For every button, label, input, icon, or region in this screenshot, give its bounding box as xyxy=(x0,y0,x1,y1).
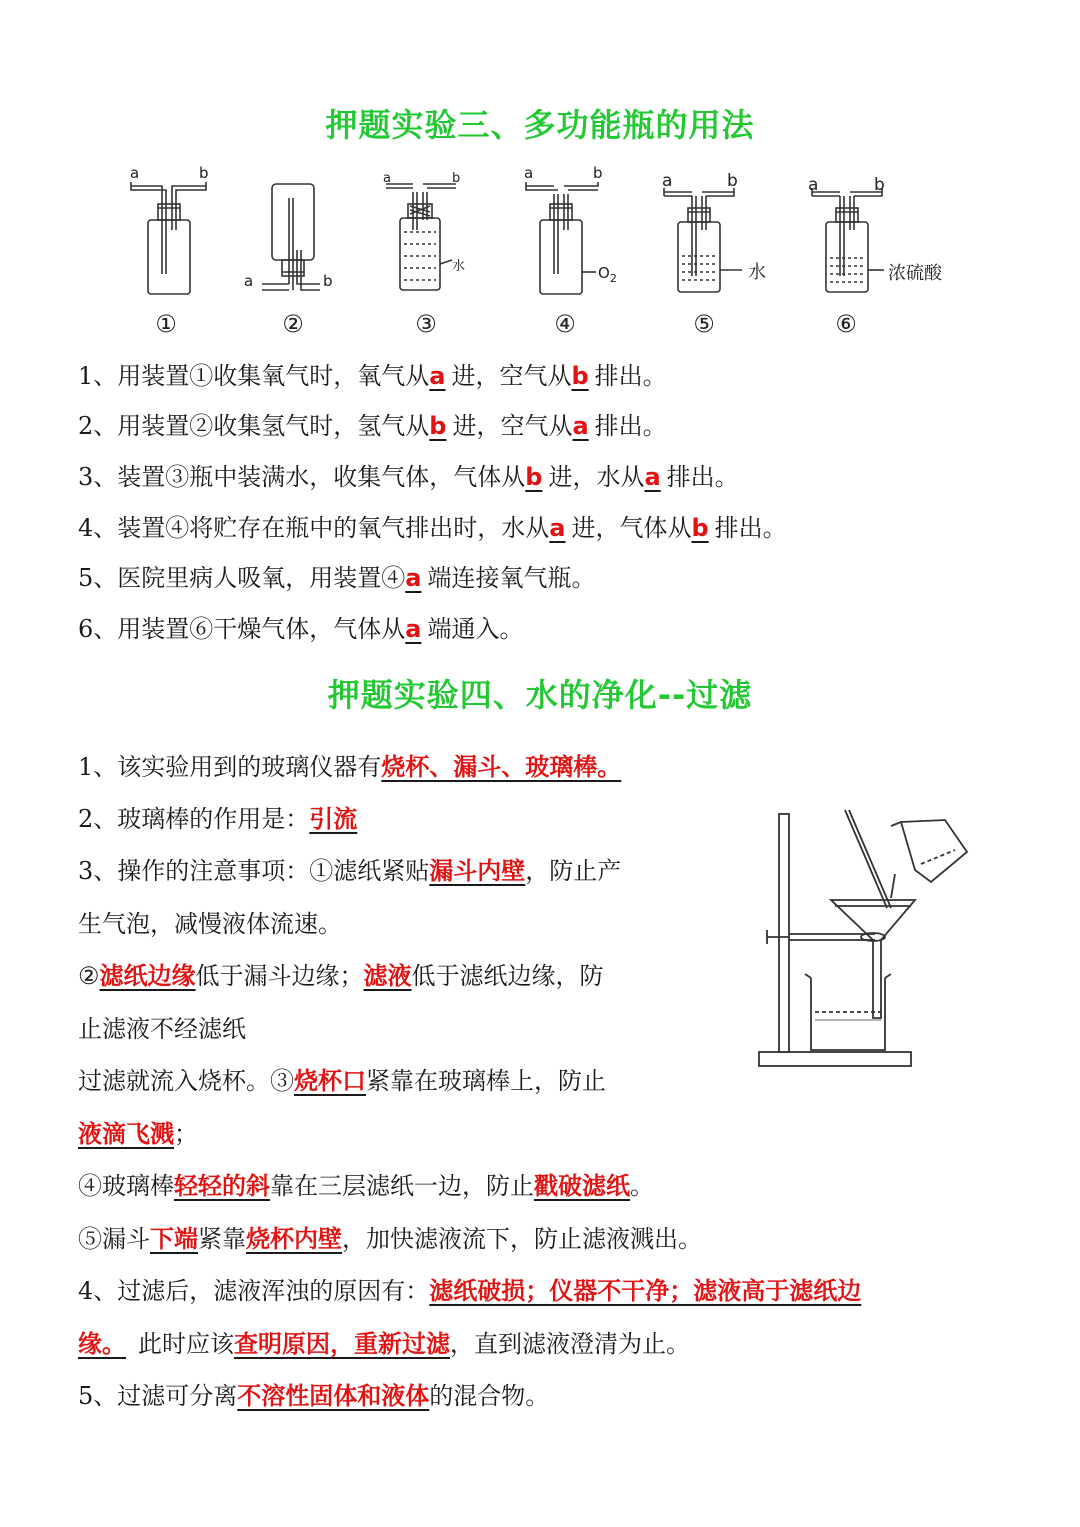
b4-label-a: a xyxy=(524,164,534,182)
s3-item-2: 2、用装置②收集氢气时，氢气从b 进，空气从a 排出。 xyxy=(78,412,667,440)
s3-item-5: 5、医院里病人吸氧，用装置④a 端连接氧气瓶。 xyxy=(78,564,596,592)
s4-line-12: 缘。 此时应该查明原因，重新过滤，直到滤液澄清为止。 xyxy=(78,1330,690,1358)
s3-item-1: 1、用装置①收集氧气时，氧气从a 进，空气从b 排出。 xyxy=(78,362,667,390)
s3-item-6: 6、用装置⑥干燥气体，气体从a 端通入。 xyxy=(78,615,524,643)
b2-label-a: a xyxy=(244,272,254,290)
b4-label-o2: $O_2$ xyxy=(598,264,617,285)
b5-label-a: a xyxy=(662,171,673,191)
s4-line-11: 4、过滤后，滤液浑浊的原因有：滤纸破损；仪器不干净；滤液高于滤纸边 xyxy=(78,1277,862,1305)
s3-item-4: 4、装置④将贮存在瓶中的氧气排出时，水从a 进，气体从b 排出。 xyxy=(78,514,787,542)
s4-line-6: 止滤液不经滤纸 xyxy=(78,1015,246,1043)
b1-label-b: b xyxy=(199,164,209,182)
bottle-4 xyxy=(526,182,598,294)
s4-line-1: 1、该实验用到的玻璃仪器有烧杯、漏斗、玻璃棒。 xyxy=(78,753,622,781)
s4-line-9: ④玻璃棒轻轻的斜靠在三层滤纸一边，防止戳破滤纸。 xyxy=(78,1172,654,1200)
bottle-diagrams xyxy=(0,160,1080,360)
bottle-number-6: ⑥ xyxy=(835,310,857,338)
section4-title: 押题实验四、水的净化--过滤 xyxy=(327,676,753,714)
bottle-5 xyxy=(664,188,742,292)
s4-line-7: 过滤就流入烧杯。③烧杯口紧靠在玻璃棒上，防止 xyxy=(78,1067,606,1095)
s3-item-3: 3、装置③瓶中装满水，收集气体，气体从b 进，水从a 排出。 xyxy=(78,463,739,491)
section3-title: 押题实验三、多功能瓶的用法 xyxy=(325,106,755,144)
b3-label-a: a xyxy=(383,171,391,186)
b5-label-b: b xyxy=(727,171,738,191)
s4-line-2: 2、玻璃棒的作用是：引流 xyxy=(78,805,358,833)
bottle-number-5: ⑤ xyxy=(693,310,715,338)
b6-label-acid: 浓硫酸 xyxy=(888,263,942,284)
s4-line-3: 3、操作的注意事项：①滤纸紧贴漏斗内壁，防止产 xyxy=(78,857,622,885)
s4-line-13: 5、过滤可分离不溶性固体和液体的混合物。 xyxy=(78,1382,550,1410)
b1-label-a: a xyxy=(130,164,140,182)
b2-label-b: b xyxy=(323,272,333,290)
s4-line-8: 液滴飞溅； xyxy=(78,1120,198,1148)
filtration-apparatus xyxy=(745,800,985,1080)
b3-label-water: 水 xyxy=(452,259,466,274)
b4-label-b: b xyxy=(593,164,603,182)
bottle-number-1: ① xyxy=(155,310,177,338)
s4-line-4: 生气泡，减慢液体流速。 xyxy=(78,910,342,938)
b6-label-b: b xyxy=(874,175,885,195)
bottle-3 xyxy=(386,184,456,290)
bottle-number-4: ④ xyxy=(554,310,576,338)
b5-label-water: 水 xyxy=(748,262,766,283)
bottle-6 xyxy=(812,188,884,292)
bottle-number-3: ③ xyxy=(415,310,437,338)
b6-label-a: a xyxy=(808,175,819,195)
s4-line-10: ⑤漏斗下端紧靠烧杯内壁，加快滤液流下，防止滤液溅出。 xyxy=(78,1225,702,1253)
bottle-number-2: ② xyxy=(282,310,304,338)
bottle-2 xyxy=(262,184,320,290)
b3-label-b: b xyxy=(452,171,461,186)
bottle-1 xyxy=(131,182,206,294)
s4-line-5: ②滤纸边缘低于漏斗边缘；滤液低于滤纸边缘，防 xyxy=(78,962,604,990)
